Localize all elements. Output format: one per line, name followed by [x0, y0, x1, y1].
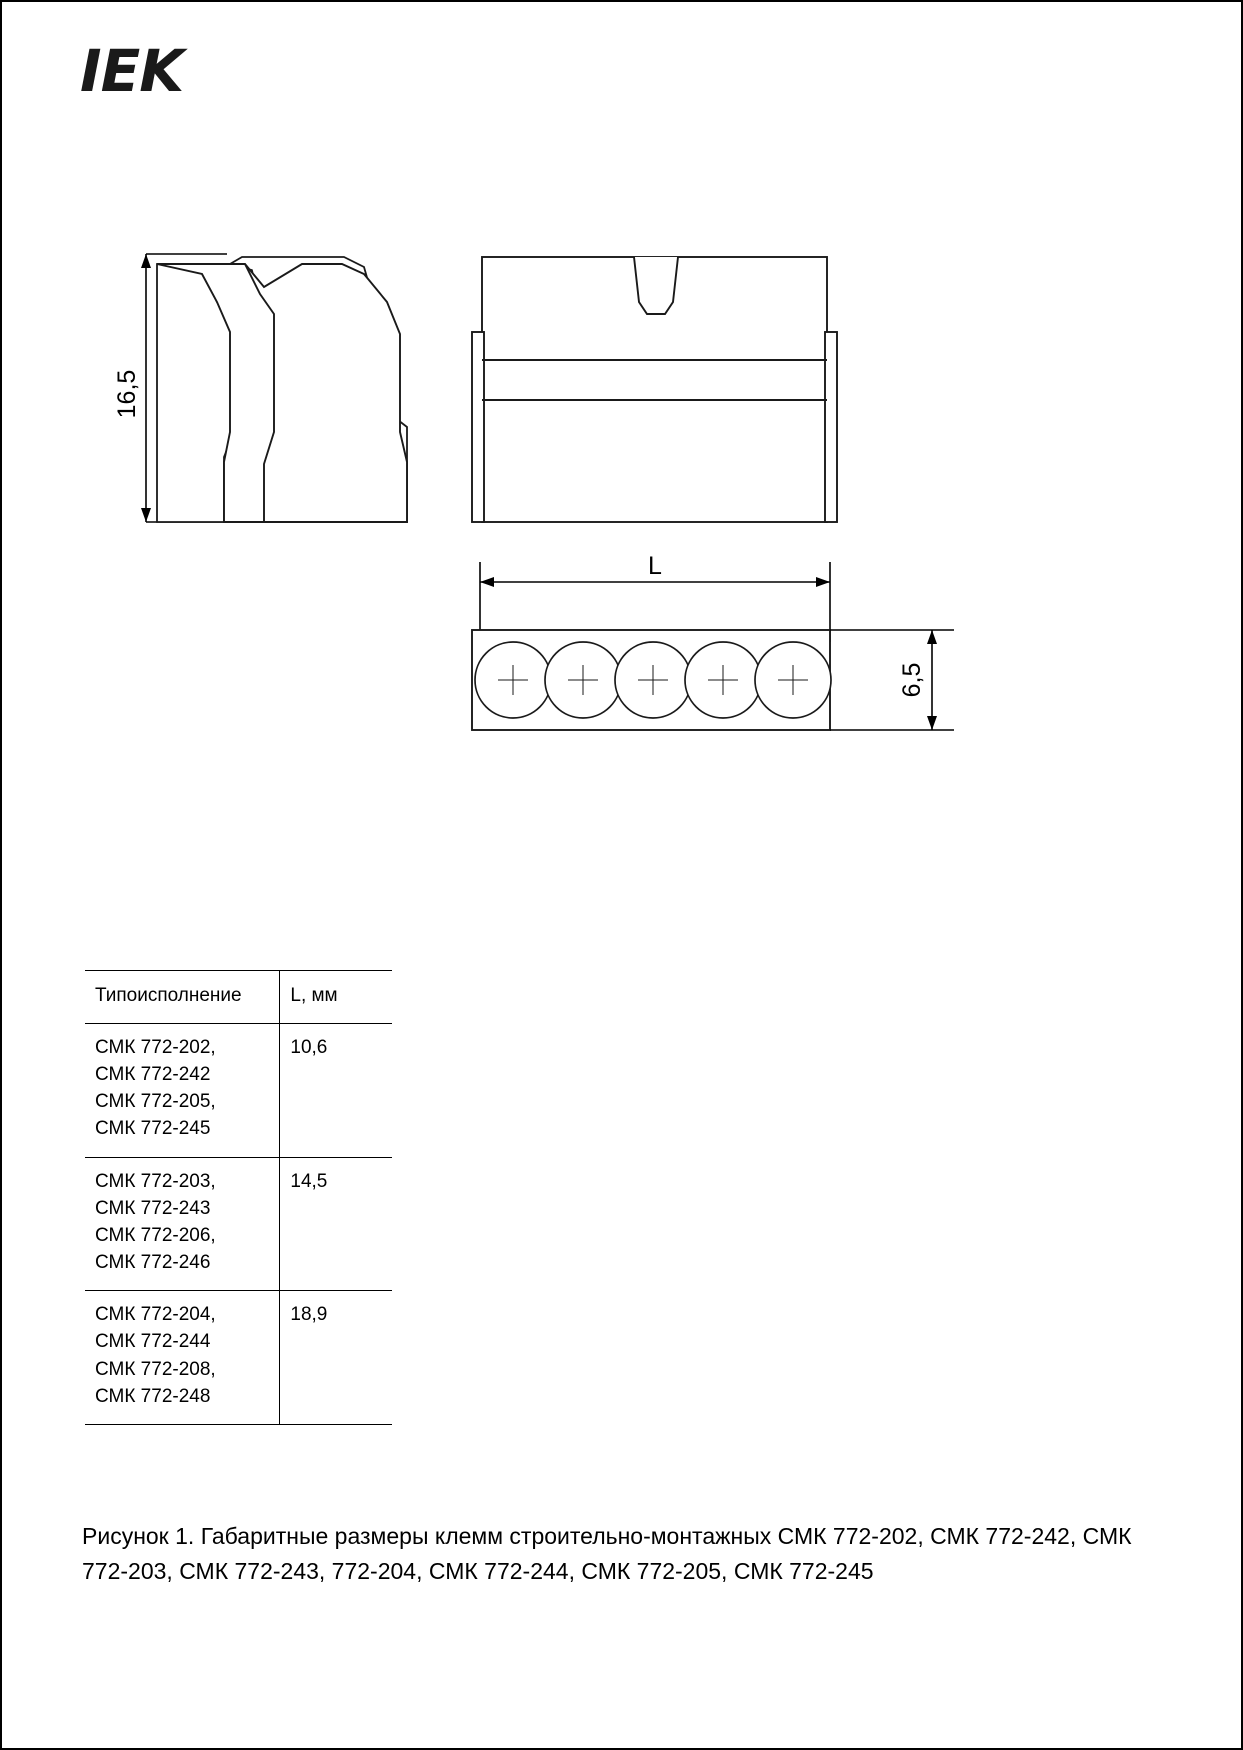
table-header-row	[85, 971, 392, 1024]
length-value: 18,9	[290, 1304, 328, 1326]
svg-text:6,5: 6,5	[898, 662, 926, 698]
type-line: СМК 772-204,	[95, 1304, 216, 1326]
type-line: СМК 772-206,	[95, 1224, 216, 1246]
svg-text:L: L	[648, 552, 662, 580]
type-line: СМК 772-203,	[95, 1170, 216, 1192]
cell-length	[280, 1024, 392, 1158]
type-line: СМК 772-248	[95, 1385, 211, 1407]
dimensions-table	[85, 970, 392, 1425]
header-length: L, мм	[280, 971, 392, 1024]
iek-logo: IEK	[80, 37, 184, 105]
type-line: СМК 772-242	[95, 1064, 211, 1086]
dimension-drawing	[2, 2, 1243, 782]
type-line: СМК 772-208,	[95, 1358, 216, 1380]
type-line: СМК 772-245	[95, 1118, 211, 1140]
type-line: СМК 772-243	[95, 1197, 211, 1219]
type-line: СМК 772-244	[95, 1331, 211, 1353]
table-row	[85, 1157, 392, 1291]
length-value: 14,5	[290, 1170, 328, 1192]
type-line: СМК 772-205,	[95, 1091, 216, 1113]
table-row	[85, 1024, 392, 1158]
cell-length	[280, 1291, 392, 1425]
cell-length	[280, 1157, 392, 1291]
cell-types	[85, 1291, 280, 1425]
length-value: 10,6	[290, 1037, 328, 1058]
type-line: СМК 772-202,	[95, 1037, 216, 1058]
header-type: Типоисполнение	[85, 971, 280, 1024]
svg-text:16,5: 16,5	[113, 369, 141, 419]
type-line: СМК 772-246	[95, 1252, 211, 1274]
figure-caption: Рисунок 1. Габаритные размеры клемм строительно-монтажных СМК 772-202, СМК 772-242, СМК 772-203, СМК 772-243, 772-204, СМК 772-244, СМК 772-205, СМК 772-245	[82, 1523, 1132, 1584]
cell-types	[85, 1024, 280, 1158]
table-row	[85, 1291, 392, 1425]
cell-types	[85, 1157, 280, 1291]
